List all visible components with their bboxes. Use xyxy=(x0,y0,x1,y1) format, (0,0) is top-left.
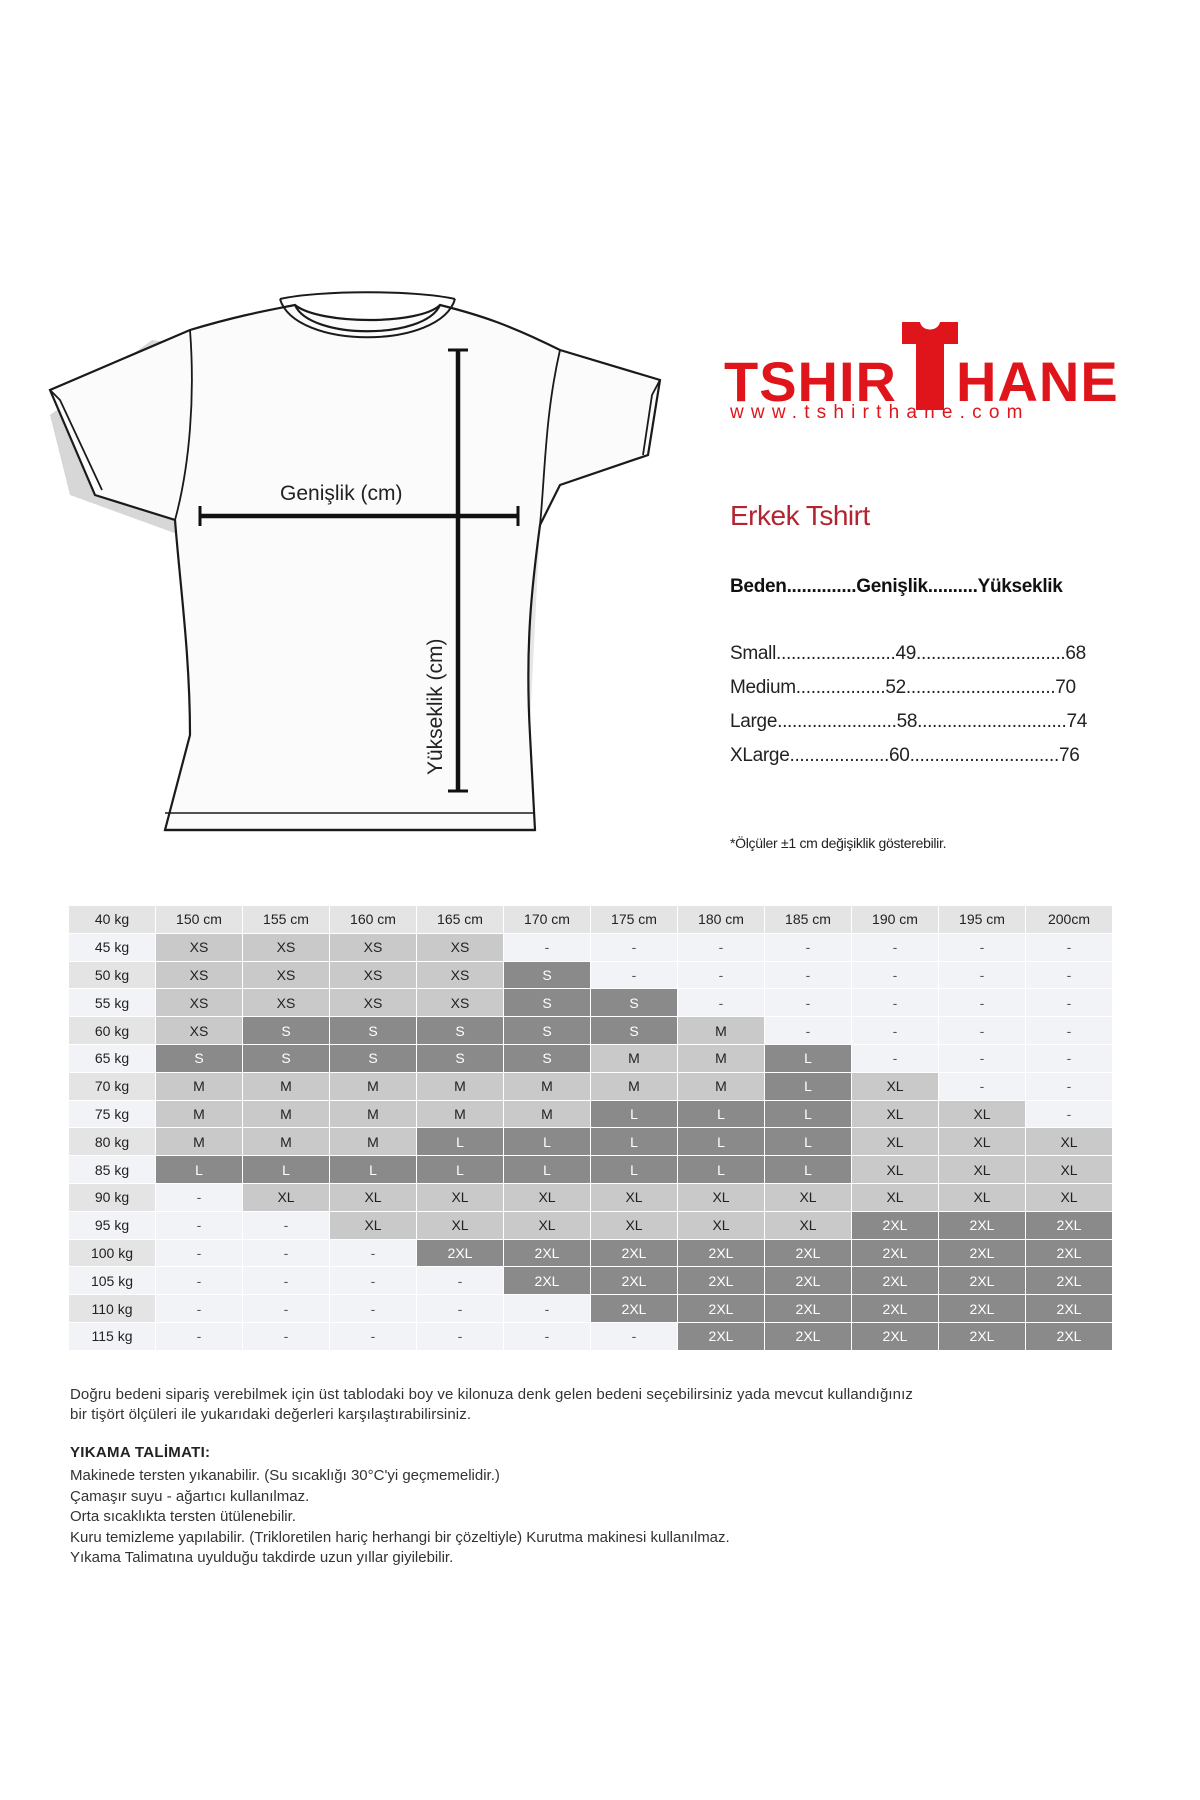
size-cell: 2XL xyxy=(504,1239,591,1267)
size-cell: S xyxy=(591,989,678,1017)
size-cell: - xyxy=(1026,1044,1113,1072)
size-cell: L xyxy=(243,1156,330,1184)
size-cell: XL xyxy=(939,1100,1026,1128)
size-cell: - xyxy=(939,1044,1026,1072)
size-cell: L xyxy=(504,1156,591,1184)
height-header-cell: 170 cm xyxy=(504,906,591,933)
size-cell: - xyxy=(765,933,852,961)
size-cell: XL xyxy=(939,1183,1026,1211)
size-cell: 2XL xyxy=(1026,1267,1113,1295)
size-cell: - xyxy=(591,1322,678,1350)
size-cell: M xyxy=(156,1128,243,1156)
size-cell: - xyxy=(1026,1100,1113,1128)
size-cell: XL xyxy=(504,1183,591,1211)
logo-text-left: TSHIR xyxy=(724,350,897,413)
size-cell: M xyxy=(591,1044,678,1072)
size-cell: S xyxy=(591,1017,678,1045)
table-row xyxy=(69,1295,1113,1323)
size-cell: - xyxy=(1026,933,1113,961)
size-cell: XS xyxy=(330,961,417,989)
size-cell: L xyxy=(591,1100,678,1128)
logo-shirt-icon xyxy=(902,322,958,412)
table-row xyxy=(69,1322,1113,1350)
size-cell: 2XL xyxy=(852,1322,939,1350)
size-cell: - xyxy=(156,1267,243,1295)
size-cell: - xyxy=(504,933,591,961)
table-row xyxy=(69,1183,1113,1211)
size-cell: XS xyxy=(417,989,504,1017)
tshirt-outline xyxy=(50,292,660,830)
size-cell: - xyxy=(852,933,939,961)
size-cell: - xyxy=(156,1239,243,1267)
height-header-cell: 185 cm xyxy=(765,906,852,933)
size-cell: - xyxy=(330,1239,417,1267)
size-chart-table xyxy=(69,906,1113,1351)
size-cell: 2XL xyxy=(765,1267,852,1295)
height-header-cell: 150 cm xyxy=(156,906,243,933)
size-cell: - xyxy=(330,1295,417,1323)
size-cell: - xyxy=(852,961,939,989)
size-cell: L xyxy=(678,1128,765,1156)
size-cell: XL xyxy=(243,1183,330,1211)
size-cell: - xyxy=(1026,989,1113,1017)
size-cell: - xyxy=(330,1322,417,1350)
size-cell: - xyxy=(330,1267,417,1295)
table-row xyxy=(69,1100,1113,1128)
height-header-cell: 200cm xyxy=(1026,906,1113,933)
size-cell: 2XL xyxy=(1026,1239,1113,1267)
weight-cell: 85 kg xyxy=(69,1156,156,1184)
size-cell: - xyxy=(939,933,1026,961)
size-cell: L xyxy=(765,1100,852,1128)
size-cell: - xyxy=(765,961,852,989)
size-cell: M xyxy=(678,1072,765,1100)
washing-title: YIKAMA TALİMATI: xyxy=(70,1444,211,1461)
size-cell: 2XL xyxy=(591,1295,678,1323)
size-cell: L xyxy=(417,1156,504,1184)
instruction-line: Doğru bedeni sipariş verebilmek için üst tablodaki boy ve kilonuza denk gelen bedeni seçebilirsiniz yada mevcut kullandığınız xyxy=(70,1386,913,1403)
brand-logo xyxy=(724,322,1119,423)
size-cell: 2XL xyxy=(852,1295,939,1323)
size-cell: - xyxy=(852,1017,939,1045)
size-cell: - xyxy=(939,961,1026,989)
size-cell: L xyxy=(156,1156,243,1184)
size-cell: - xyxy=(1026,961,1113,989)
size-cell: - xyxy=(243,1295,330,1323)
tshirt-diagram xyxy=(40,285,670,835)
size-cell: 2XL xyxy=(939,1211,1026,1239)
table-row xyxy=(69,1211,1113,1239)
weight-cell: 80 kg xyxy=(69,1128,156,1156)
size-cell: L xyxy=(591,1128,678,1156)
size-cell: L xyxy=(765,1128,852,1156)
size-cell: - xyxy=(243,1322,330,1350)
weight-cell: 45 kg xyxy=(69,933,156,961)
size-cell: XL xyxy=(939,1156,1026,1184)
size-cell: XL xyxy=(417,1211,504,1239)
size-cell: - xyxy=(765,989,852,1017)
size-cell: XS xyxy=(243,961,330,989)
table-row xyxy=(69,1239,1113,1267)
size-cell: - xyxy=(156,1183,243,1211)
size-cell: M xyxy=(243,1072,330,1100)
size-cell: - xyxy=(156,1295,243,1323)
weight-cell: 115 kg xyxy=(69,1322,156,1350)
size-cell: XS xyxy=(243,989,330,1017)
washing-line: Çamaşır suyu - ağartıcı kullanılmaz. xyxy=(70,1487,310,1505)
spec-header: Beden..............Genişlik..........Yükseklik xyxy=(730,576,1063,597)
size-cell: XL xyxy=(330,1211,417,1239)
table-row xyxy=(69,1017,1113,1045)
size-cell: M xyxy=(417,1072,504,1100)
size-cell: M xyxy=(330,1128,417,1156)
size-cell: M xyxy=(156,1072,243,1100)
size-cell: M xyxy=(243,1128,330,1156)
spec-row-large: Large........................58..............................74 xyxy=(730,711,1088,732)
size-cell: - xyxy=(417,1322,504,1350)
size-cell: XL xyxy=(852,1128,939,1156)
corner-cell: 40 kg xyxy=(69,906,156,933)
table-header-row xyxy=(69,906,1113,933)
size-cell: - xyxy=(678,961,765,989)
width-label: Genişlik (cm) xyxy=(280,482,403,505)
size-cell: S xyxy=(504,989,591,1017)
weight-cell: 50 kg xyxy=(69,961,156,989)
logo-text-right: HANE xyxy=(956,350,1119,413)
table-row xyxy=(69,1072,1113,1100)
height-header-cell: 180 cm xyxy=(678,906,765,933)
size-instructions xyxy=(70,1385,1070,1425)
size-cell: 2XL xyxy=(939,1267,1026,1295)
size-cell: L xyxy=(765,1072,852,1100)
size-cell: S xyxy=(504,961,591,989)
size-cell: 2XL xyxy=(678,1267,765,1295)
size-cell: XL xyxy=(1026,1128,1113,1156)
weight-cell: 55 kg xyxy=(69,989,156,1017)
size-cell: - xyxy=(591,933,678,961)
measurement-note: *Ölçüler ±1 cm değişiklik gösterebilir. xyxy=(730,835,947,851)
size-cell: M xyxy=(243,1100,330,1128)
size-cell: M xyxy=(591,1072,678,1100)
size-cell: XL xyxy=(591,1183,678,1211)
size-cell: M xyxy=(330,1100,417,1128)
size-cell: 2XL xyxy=(678,1239,765,1267)
size-cell: M xyxy=(417,1100,504,1128)
table-row xyxy=(69,933,1113,961)
table-row xyxy=(69,961,1113,989)
size-cell: XS xyxy=(330,933,417,961)
size-cell: XL xyxy=(852,1100,939,1128)
size-cell: 2XL xyxy=(765,1295,852,1323)
size-cell: XS xyxy=(243,933,330,961)
size-cell: S xyxy=(417,1044,504,1072)
size-cell: - xyxy=(765,1017,852,1045)
height-header-cell: 160 cm xyxy=(330,906,417,933)
size-cell: 2XL xyxy=(678,1322,765,1350)
size-cell: S xyxy=(243,1044,330,1072)
size-cell: M xyxy=(330,1072,417,1100)
size-cell: L xyxy=(591,1156,678,1184)
size-cell: L xyxy=(678,1100,765,1128)
size-cell: S xyxy=(156,1044,243,1072)
size-cell: M xyxy=(504,1100,591,1128)
weight-cell: 70 kg xyxy=(69,1072,156,1100)
size-cell: XL xyxy=(765,1211,852,1239)
height-label: Yükseklik (cm) xyxy=(424,638,447,775)
size-cell: S xyxy=(330,1044,417,1072)
size-cell: 2XL xyxy=(1026,1295,1113,1323)
size-cell: XS xyxy=(330,989,417,1017)
washing-line: Makinede tersten yıkanabilir. (Su sıcaklığı 30°C'yi geçmemelidir.) xyxy=(70,1467,500,1484)
size-cell: - xyxy=(939,989,1026,1017)
size-cell: 2XL xyxy=(939,1239,1026,1267)
weight-cell: 100 kg xyxy=(69,1239,156,1267)
size-cell: - xyxy=(1026,1072,1113,1100)
size-cell: XS xyxy=(156,1017,243,1045)
size-cell: 2XL xyxy=(1026,1211,1113,1239)
size-cell: 2XL xyxy=(591,1267,678,1295)
size-cell: - xyxy=(243,1239,330,1267)
height-header-cell: 155 cm xyxy=(243,906,330,933)
size-cell: XL xyxy=(852,1072,939,1100)
size-cell: M xyxy=(678,1044,765,1072)
table-row xyxy=(69,1128,1113,1156)
height-header-cell: 165 cm xyxy=(417,906,504,933)
size-cell: L xyxy=(330,1156,417,1184)
size-cell: 2XL xyxy=(852,1267,939,1295)
size-cell: 2XL xyxy=(678,1295,765,1323)
size-cell: - xyxy=(852,1044,939,1072)
height-header-cell: 190 cm xyxy=(852,906,939,933)
size-cell: 2XL xyxy=(939,1322,1026,1350)
height-header-cell: 175 cm xyxy=(591,906,678,933)
size-cell: - xyxy=(504,1322,591,1350)
size-cell: XS xyxy=(156,933,243,961)
size-cell: - xyxy=(678,933,765,961)
size-cell: - xyxy=(1026,1017,1113,1045)
weight-cell: 90 kg xyxy=(69,1183,156,1211)
size-cell: 2XL xyxy=(504,1267,591,1295)
size-cell: XL xyxy=(417,1183,504,1211)
size-cell: XL xyxy=(939,1128,1026,1156)
size-cell: M xyxy=(678,1017,765,1045)
size-cell: XL xyxy=(504,1211,591,1239)
size-cell: XS xyxy=(156,989,243,1017)
size-cell: XL xyxy=(1026,1156,1113,1184)
washing-line: Kuru temizleme yapılabilir. (Trikloretilen hariç herhangi bir çözeltiyle) Kurutma makinesi kullanılmaz. xyxy=(70,1528,730,1546)
size-cell: 2XL xyxy=(765,1322,852,1350)
size-cell: M xyxy=(156,1100,243,1128)
weight-cell: 65 kg xyxy=(69,1044,156,1072)
size-cell: - xyxy=(417,1295,504,1323)
size-cell: 2XL xyxy=(939,1295,1026,1323)
size-cell: M xyxy=(504,1072,591,1100)
size-cell: - xyxy=(156,1211,243,1239)
size-cell: 2XL xyxy=(1026,1322,1113,1350)
size-cell: XL xyxy=(1026,1183,1113,1211)
spec-row-medium: Medium..................52..............................70 xyxy=(730,677,1076,698)
washing-line: Orta sıcaklıkta tersten ütülenebilir. xyxy=(70,1508,296,1525)
washing-line: Yıkama Talimatına uyulduğu takdirde uzun yıllar giyilebilir. xyxy=(70,1549,454,1566)
size-cell: L xyxy=(504,1128,591,1156)
size-cell: XL xyxy=(678,1183,765,1211)
size-cell: - xyxy=(939,1017,1026,1045)
washing-instructions xyxy=(70,1466,730,1569)
size-cell: 2XL xyxy=(852,1211,939,1239)
size-cell: XS xyxy=(417,961,504,989)
size-cell: - xyxy=(591,961,678,989)
size-cell: - xyxy=(156,1322,243,1350)
size-cell: 2XL xyxy=(417,1239,504,1267)
weight-cell: 60 kg xyxy=(69,1017,156,1045)
product-title: Erkek Tshirt xyxy=(730,500,870,531)
size-cell: L xyxy=(765,1156,852,1184)
spec-row-small: Small........................49..............................68 xyxy=(730,643,1086,664)
size-cell: L xyxy=(417,1128,504,1156)
spec-row-xlarge: XLarge....................60..............................76 xyxy=(730,745,1080,766)
size-cell: - xyxy=(504,1295,591,1323)
table-row xyxy=(69,1044,1113,1072)
height-header-cell: 195 cm xyxy=(939,906,1026,933)
size-cell: 2XL xyxy=(591,1239,678,1267)
size-cell: XS xyxy=(417,933,504,961)
size-cell: - xyxy=(852,989,939,1017)
size-cell: - xyxy=(678,989,765,1017)
size-cell: XS xyxy=(156,961,243,989)
size-cell: 2XL xyxy=(852,1239,939,1267)
weight-cell: 110 kg xyxy=(69,1295,156,1323)
instruction-line: bir tişört ölçüleri ile yukarıdaki değerleri karşılaştırabilirsiniz. xyxy=(70,1406,472,1423)
size-cell: - xyxy=(243,1267,330,1295)
size-cell: XL xyxy=(678,1211,765,1239)
table-row xyxy=(69,1267,1113,1295)
size-cell: L xyxy=(765,1044,852,1072)
weight-cell: 105 kg xyxy=(69,1267,156,1295)
size-cell: XL xyxy=(852,1183,939,1211)
table-row xyxy=(69,989,1113,1017)
size-cell: S xyxy=(243,1017,330,1045)
size-cell: XL xyxy=(330,1183,417,1211)
size-cell: XL xyxy=(852,1156,939,1184)
size-cell: S xyxy=(504,1017,591,1045)
table-row xyxy=(69,1156,1113,1184)
size-cell: S xyxy=(504,1044,591,1072)
size-cell: - xyxy=(417,1267,504,1295)
size-cell: L xyxy=(678,1156,765,1184)
size-cell: - xyxy=(243,1211,330,1239)
weight-cell: 75 kg xyxy=(69,1100,156,1128)
size-cell: 2XL xyxy=(765,1239,852,1267)
size-cell: XL xyxy=(591,1211,678,1239)
logo-url: www.tshirthane.com xyxy=(730,402,1030,423)
size-cell: XL xyxy=(765,1183,852,1211)
size-cell: S xyxy=(330,1017,417,1045)
size-cell: S xyxy=(417,1017,504,1045)
size-cell: - xyxy=(939,1072,1026,1100)
weight-cell: 95 kg xyxy=(69,1211,156,1239)
